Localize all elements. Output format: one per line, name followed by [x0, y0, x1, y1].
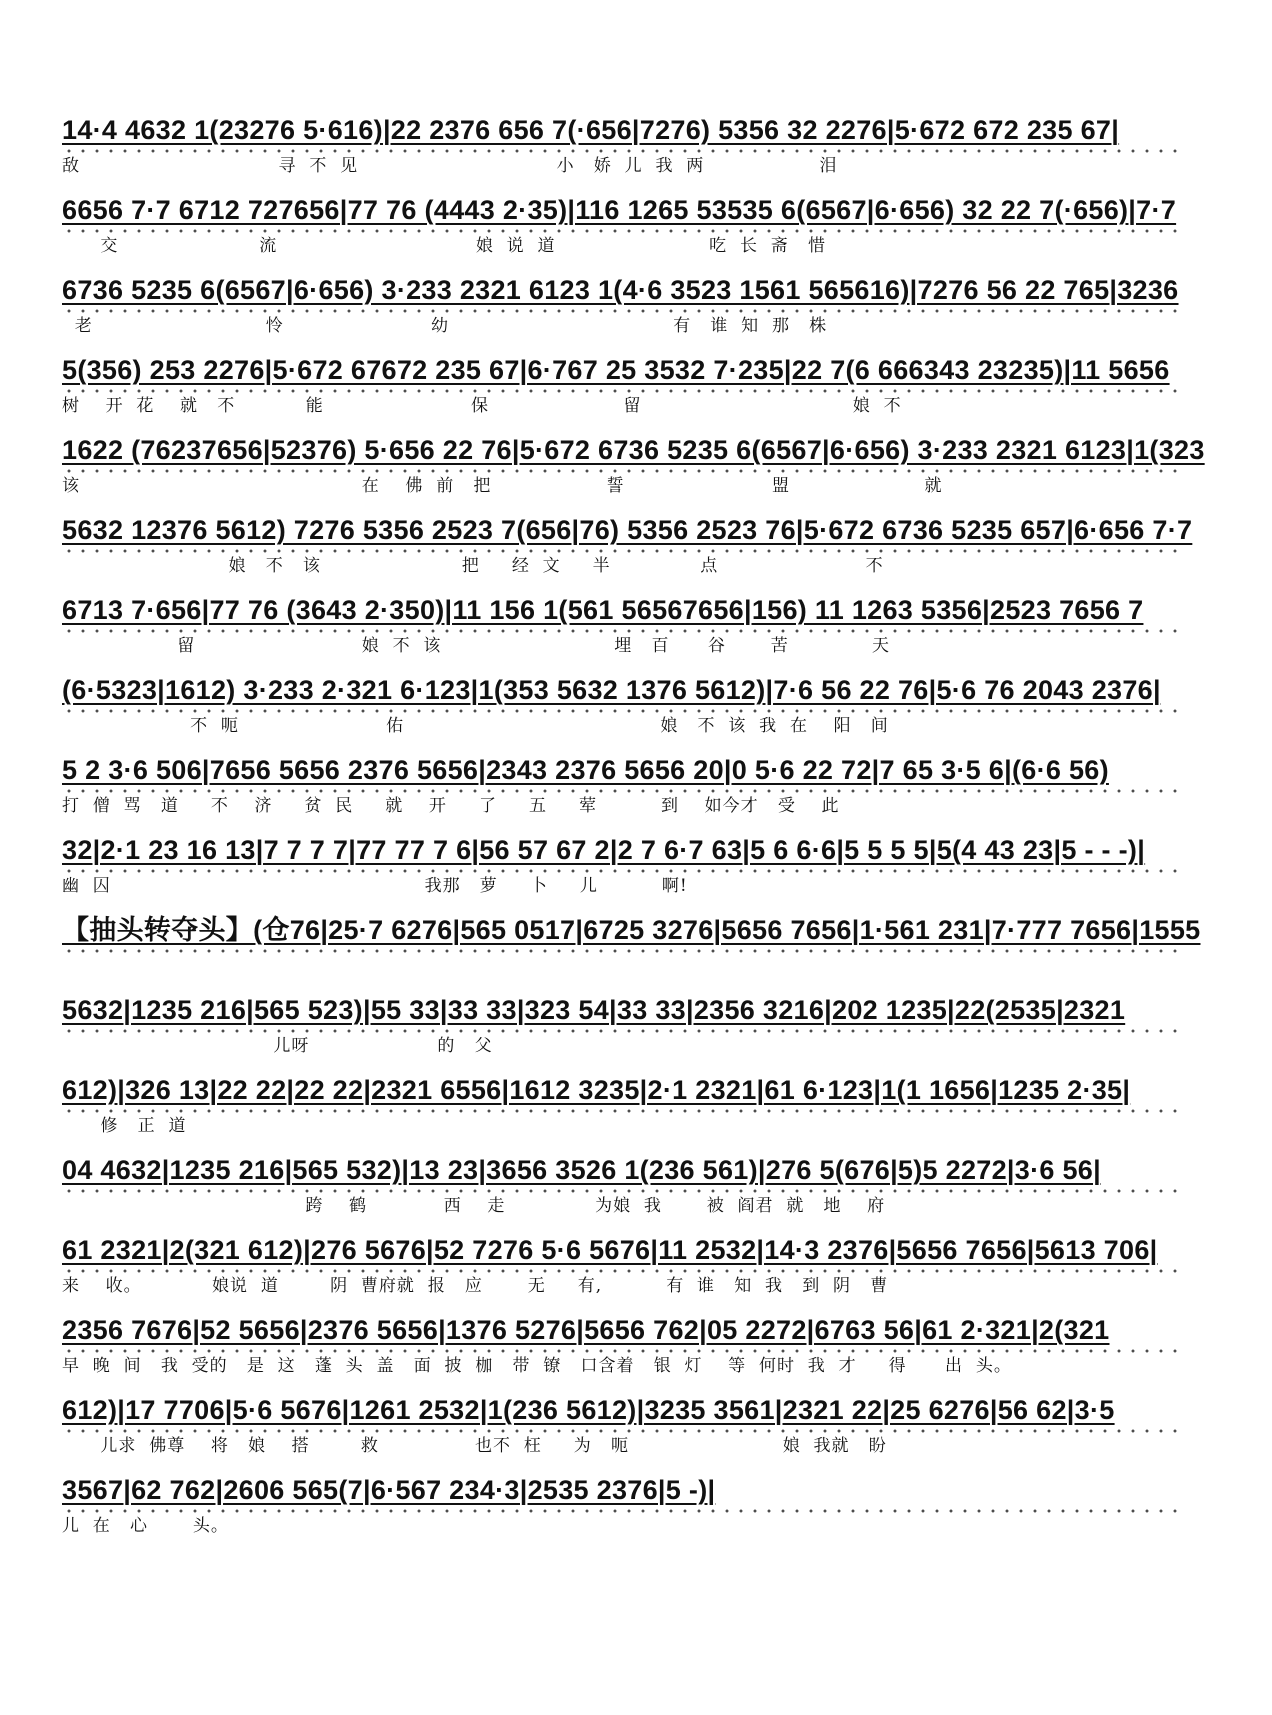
score-system-9 [62, 752, 1232, 832]
score-system-10 [62, 832, 1232, 912]
lyrics-line: 早 晚 间 我 受的 是 这 蓬 头 盖 面 披 枷 带 镣 口含着 银 灯 等 何时 我 才 得 出 头。 [62, 1356, 1012, 1376]
score-system-17 [62, 1392, 1232, 1472]
lyrics-line: 打 僧 骂 道 不 济 贫 民 就 开 了 五 荤 到 如今才 受 此 [62, 796, 840, 816]
lyrics-line: 来 收。 娘说 道 阴 曹府就 报 应 无 有, 有 谁 知 我 到 阴 曹 [62, 1276, 889, 1296]
notation-line: 5632 12376 5612) 7276 5356 2523 7(656|76) 5356 2523 76|5·672 6736 5235 657|6·656 7·7 [62, 515, 1193, 545]
octave-dots [62, 388, 1185, 394]
notation-line: 04 4632|1235 216|565 532)|13 23|3656 3526 1(236 561)|276 5(676|5)5 2272|3·6 56| [62, 1155, 1101, 1185]
score-system-12 [62, 992, 1232, 1072]
notation-line: 1622 (76237656|52376) 5·656 22 76|5·672 6736 5235 6(6567|6·656) 3·233 2321 6123|1(323 [62, 435, 1205, 465]
lyrics-line: 留 娘 不 该 埋 百 谷 苦 天 [62, 636, 890, 656]
score-system-18 [62, 1472, 1232, 1552]
octave-dots [62, 1508, 1185, 1514]
score-system-8 [62, 672, 1232, 752]
octave-dots [62, 1108, 1185, 1114]
lyrics-line: 儿 在 心 头。 [62, 1516, 229, 1536]
lyrics-line: 儿求 佛尊 将 娘 搭 救 也不 枉 为 呃 娘 我就 盼 [62, 1436, 887, 1456]
octave-dots [62, 1028, 1185, 1034]
octave-dots [62, 1188, 1185, 1194]
octave-dots [62, 1268, 1185, 1274]
lyrics-line: 幽 囚 我那 萝 卜 儿 啊! [62, 876, 688, 896]
octave-dots [62, 628, 1185, 634]
octave-dots [62, 948, 1185, 954]
octave-dots [62, 1428, 1185, 1434]
octave-dots [62, 228, 1185, 234]
notation-line: 6713 7·656|77 76 (3643 2·350)|11 156 1(561 56567656|156) 11 1263 5356|2523 7656 7 [62, 595, 1144, 625]
lyrics-line: 敌 寻 不 见 小 娇 儿 我 两 泪 [62, 156, 838, 176]
notation-line: 3567|62 762|2606 565(7|6·567 234·3|2535 2376|5 -)| [62, 1475, 716, 1505]
score-system-2 [62, 192, 1232, 272]
lyrics-line: 交 流 娘 说 道 吃 长 斋 惜 [62, 236, 826, 256]
notation-line: 5 2 3·6 506|7656 5656 2376 5656|2343 2376 5656 20|0 5·6 22 72|7 65 3·5 6|(6·6 56) [62, 755, 1109, 785]
notation-line: 6736 5235 6(6567|6·656) 3·233 2321 6123 1(4·6 3523 1561 565616)|7276 56 22 765|3236 [62, 275, 1179, 305]
score-system-7 [62, 592, 1232, 672]
notation-line: 61 2321|2(321 612)|276 5676|52 7276 5·6 5676|11 2532|14·3 2376|5656 7656|5613 706| [62, 1235, 1158, 1265]
lyrics-line: 娘 不 该 把 经 文 半 点 不 [62, 556, 884, 576]
notation-line: 5632|1235 216|565 523)|55 33|33 33|323 54|33 33|2356 3216|202 1235|22(2535|2321 [62, 995, 1126, 1025]
notation-line: (6·5323|1612) 3·233 2·321 6·123|1(353 5632 1376 5612)|7·6 56 22 76|5·6 76 2043 2376| [62, 675, 1161, 705]
notation-line: 2356 7676|52 5656|2376 5656|1376 5276|5656 762|05 2272|6763 56|61 2·321|2(321 [62, 1315, 1110, 1345]
octave-dots [62, 308, 1185, 314]
score-system-15 [62, 1232, 1232, 1312]
lyrics-line: 修 正 道 [62, 1116, 187, 1136]
lyrics-line: 老 怜 幼 有 谁 知 那 株 [62, 316, 828, 336]
score-system-16 [62, 1312, 1232, 1392]
notation-line: 612)|17 7706|5·6 5676|1261 2532|1(236 5612)|3235 3561|2321 22|25 6276|56 62|3·5 [62, 1395, 1115, 1425]
octave-dots [62, 708, 1185, 714]
lyrics-line: 儿呀 的 父 [62, 1036, 493, 1056]
octave-dots [62, 548, 1185, 554]
notation-line: 14·4 4632 1(23276 5·616)|22 2376 656 7(·656|7276) 5356 32 2276|5·672 672 235 67| [62, 115, 1120, 145]
octave-dots [62, 468, 1185, 474]
lyrics-line: 跨 鹤 西 走 为娘 我 被 阎君 就 地 府 [62, 1196, 886, 1216]
score-system-13 [62, 1072, 1232, 1152]
score-system-6 [62, 512, 1232, 592]
lyrics-line: 不 呃 佑 娘 不 该 我 在 阳 间 [62, 716, 889, 736]
lyrics-line: 树 开 花 就 不 能 保 留 娘 不 [62, 396, 902, 416]
score-system-14 [62, 1152, 1232, 1232]
octave-dots [62, 148, 1185, 154]
score-system-1 [62, 112, 1232, 192]
score-system-5 [62, 432, 1232, 512]
notation-line: 612)|326 13|22 22|22 22|2321 6556|1612 3235|2·1 2321|61 6·123|1(1 1656|1235 2·35| [62, 1075, 1131, 1105]
section-heading-notation: 【抽头转夺头】(仓76|25·7 6276|565 0517|6725 3276|5656 7656|1·561 231|7·777 7656|1555 [62, 915, 1201, 945]
notation-line: 32|2·1 23 16 13|7 7 7 7|77 77 7 6|56 57 67 2|2 7 6·7 63|5 6 6·6|5 5 5 5|5(4 43 23|5 - - -)| [62, 835, 1146, 865]
score-system-11 [62, 912, 1232, 992]
lyrics-line [62, 954, 1232, 978]
lyrics-line: 该 在 佛 前 把 誓 盟 就 [62, 476, 943, 496]
score-system-4 [62, 352, 1232, 432]
octave-dots [62, 788, 1185, 794]
notation-line: 6656 7·7 6712 727656|77 76 (4443 2·35)|116 1265 53535 6(6567|6·656) 32 22 7(·656)|7·7 [62, 195, 1177, 225]
octave-dots [62, 868, 1185, 874]
notation-line: 5(356) 253 2276|5·672 67672 235 67|6·767 25 3532 7·235|22 7(6 666343 23235)|11 5656 [62, 355, 1170, 385]
score-system-3 [62, 272, 1232, 352]
octave-dots [62, 1348, 1185, 1354]
